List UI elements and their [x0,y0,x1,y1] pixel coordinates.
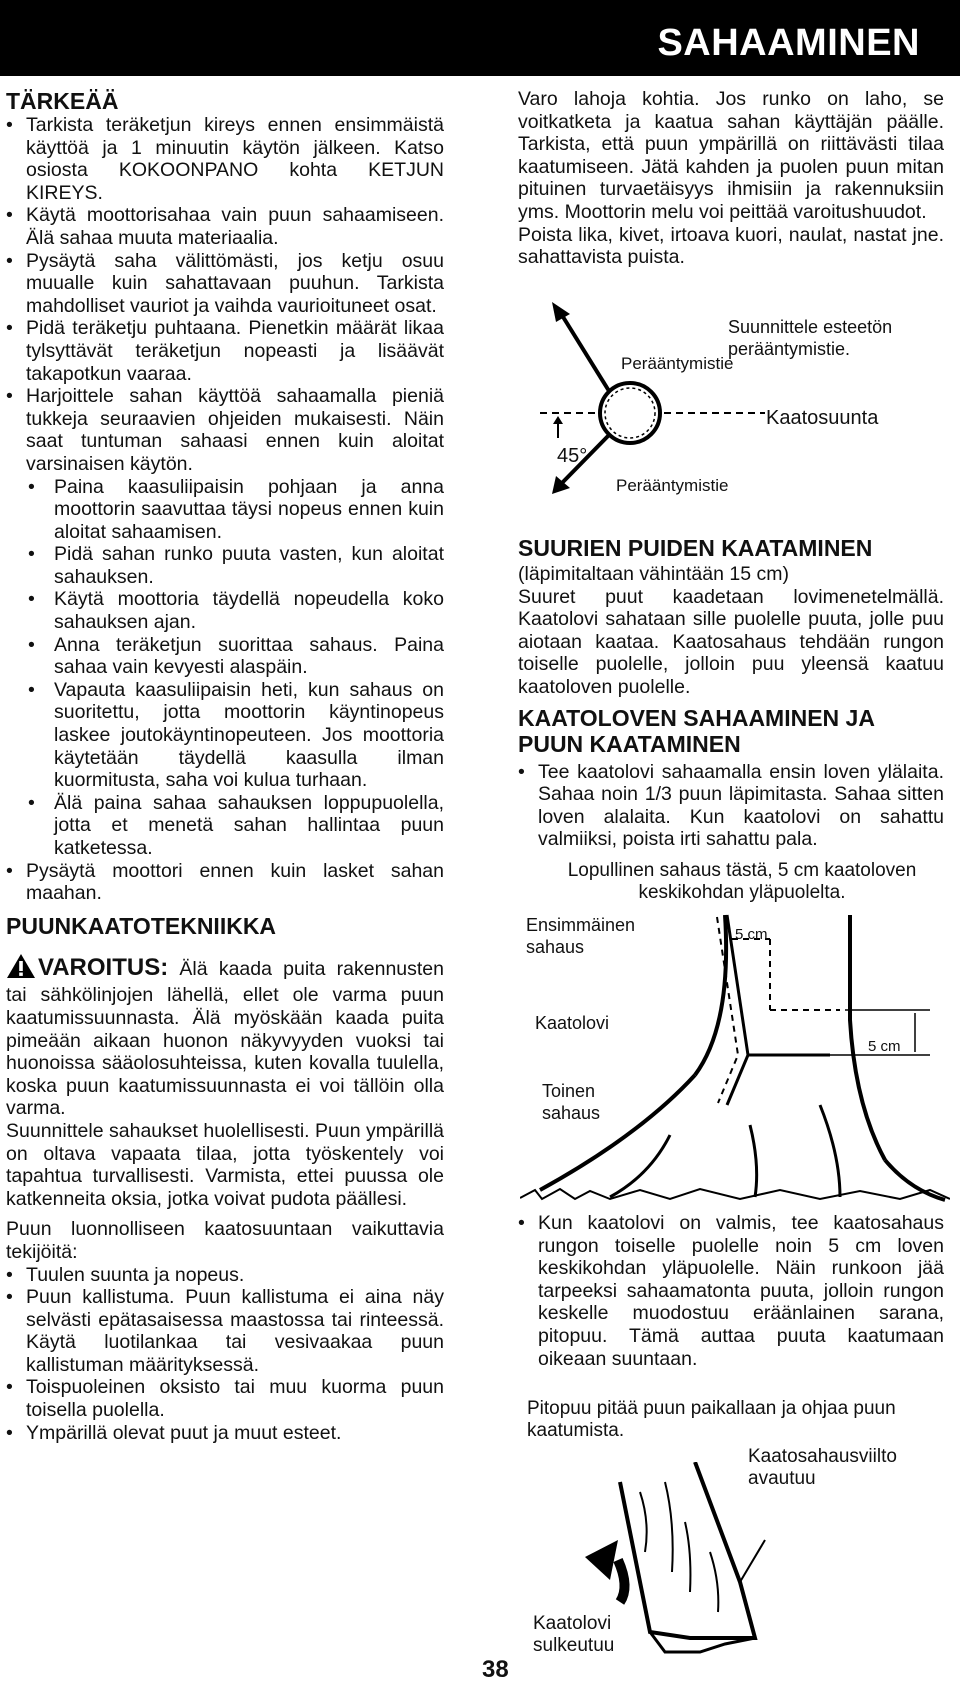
list-item: • Ympärillä olevat puut ja muut esteet. [6,1422,444,1445]
felling-section [518,1212,944,1370]
list-item: • Pysäytä saha välittömästi, jos ketju osuu muualle kuin sahattavaan puuhun. Tarkista mahdolliset vauriot ja vaihda vaurioituneet osat. [6,250,444,318]
root-line [610,1105,840,1197]
first-cut-label: Ensimmäinen sahaus [526,915,636,957]
right-column [518,88,944,269]
dimension-side-label: 5 cm [868,1038,901,1055]
list-item: • Toispuoleinen oksisto tai muu kuorma puun toisella puolella. [6,1376,444,1421]
important-list [6,114,444,476]
fall-arrow-icon [618,1560,625,1602]
retreat-label-bottom: Perääntymistie [616,476,729,495]
list-item: • Tarkista teräketjun kireys ennen ensimmäistä käyttöä ja 1 minuutin käytön jälkeen. Katso osiosta KOKOONPANO kohta KETJUN KIREYS. [6,114,444,204]
large-trees-paragraph: Suuret puut kaadetaan lovimenetelmällä. Kaatolovi sahataan sille puolelle puuta, jolle puu aiotaan kaataa. Kaatosahaus tehdään rungon toiselle puolelle, jolloin puu yleensä kaatuu kaatoloven puolelle. [518,585,944,698]
grass-line [520,1189,950,1199]
second-cut-label: Toinen sahaus [542,1081,601,1123]
bark-texture [640,1482,718,1612]
page-header [0,0,960,76]
list-item: • Tee kaatolovi sahaamalla ensin loven ylälaita. Sahaa noin 1/3 puun läpimitasta. Sahaa sitten loven alalaita. Kun kaatolovi on sahattu valmiiksi, poista irti sahattu pala. [518,761,944,851]
notch-label: Kaatolovi [535,1013,610,1033]
trunk-left-edge [695,915,726,1075]
list-item: • Älä paina sahaa sahauksen loppupuolella, jotta et menetä sahan hallintaa puun katketessa. [6,792,444,860]
page-number: 38 [482,1656,509,1683]
angle-label [557,445,587,467]
plan-retreat-label: Suunnittele esteetön perääntymistie. [728,317,893,359]
hinge-text: Pitopuu pitää puun paikallaan ja ohjaa puun kaatumista. [527,1398,896,1441]
left-column [6,88,444,1444]
fall-arrow-icon [585,1540,618,1580]
notch-list [518,761,944,851]
back-cut-label: Kaatosahausviilto avautuu [748,1446,897,1489]
retreat-arrow-top [560,312,609,391]
factors-list [6,1264,444,1445]
stop-list [6,860,444,905]
list-item: • Puun kallistuma. Puun kallistuma ei aina näy selvästi epätasaisessa maastossa tai rinteessä. Käytä luotilankaa tai vesivaakaa puun kallistuman määrityksessä. [6,1286,444,1376]
warning-label: VAROITUS: [38,953,169,981]
list-item: • Käytä moottorisahaa vain puun sahaamiseen. Älä sahaa muuta materiaalia. [6,204,444,249]
factors-intro: Puun luonnolliseen kaatosuuntaan vaikuttavia tekijöitä: [6,1218,444,1263]
list-item: • Pysäytä moottori ennen kuin lasket sahan maahan. [6,860,444,905]
right-column-lower [518,535,944,851]
large-trees-heading: SUURIEN PUIDEN KAATAMINEN [518,535,873,561]
important-heading: TÄRKEÄÄ [6,88,119,114]
retreat-label-top: Perääntymistie [621,354,734,373]
intro-paragraph: Varo lahoja kohtia. Jos runko on laho, se voitkatketa ja kaatua sahan käyttäjän päälle. Tarkista, että puun ympärillä on riittävästi tilaa kaatumiseen. Jätä kahden ja puolen puun mitan pituinen turvaetäisyys ihmisiin ja rakennuksiin yms. Moottorin melu voi peittää varoitushuudot. [518,88,944,223]
angle-value: 45 [557,445,580,467]
fall-direction-label: Kaatosuunta [766,407,879,429]
page-title: SAHAAMINEN [657,22,920,64]
list-item: • Pidä sahan runko puuta vasten, kun aloitat sahauksen. [6,543,444,588]
warning-triangle-icon [6,953,36,985]
practice-sub-list [6,476,444,860]
warning-paragraph [6,953,444,1120]
large-trees-subtitle: (läpimitaltaan vähintään 15 cm) [518,563,789,585]
intro-paragraph-2: Poista lika, kivet, irtoava kuori, naulat, nastat jne. sahattavista puista. [518,223,944,269]
list-item: • Paina kaasuliipaisin pohjaan ja anna moottorin saavuttaa täysi nopeus ennen kuin aloitat sahaamisen. [6,476,444,544]
notch-heading: KAATOLOVEN SAHAAMINEN JA PUUN KAATAMINEN [518,704,875,757]
arrowhead [553,416,563,424]
plan-paragraph: Suunnittele sahaukset huolellisesti. Puun ympärillä on oltava vapaata tilaa, jotta työskentely voi tapahtua turvallisesti. Varmista, ettei puussa ole katkenneita oksia, jotka voivat pudota päällesi. [6,1119,444,1210]
list-item: • Anna teräketjun suorittaa sahaus. Paina sahaa vain kevyesti alaspäin. [6,634,444,679]
degree-symbol: ° [579,445,588,467]
list-item: • Harjoittele sahan käyttöä sahaamalla pieniä tukkeja seuraavien ohjeiden mukaisesti. Näin saat tuntuman sahaasi ennen kuin aloitat varsinaisen käytön. [6,385,444,475]
arrowhead [552,302,570,322]
final-cut-label: Lopullinen sahaus tästä, 5 cm kaatoloven keskikohdan yläpuolelta. [567,860,917,903]
warning-text: Älä kaada puita rakennusten tai sähkölinjojen lähellä, ellet ole varma puun kaatumissuunnasta. Älä myöskään kaada puita pimeään aikaan huonon näkyvyyden vuoksi tai huonoissa sääolosuhteissa, kuten kovalla tuulella, koska puun kaatumissuunnasta ei voi tällöin olla varma. [6,957,444,1120]
notch-closes-label: Kaatolovi sulkeutuu [533,1613,615,1656]
tree-ring [605,388,655,438]
list-item: • Kun kaatolovi on valmis, tee kaatosahaus rungon toiselle puolelle noin 5 cm loven keskikohdan yläpuolelle. Näin runkoon jää tarpeeksi sahaamatonta puuta, jolloin rungon keskelle muodostuu eräänlainen sarana, pitopuu. Tämä auttaa puuta kaatumaan oikeaan suuntaan. [518,1212,944,1370]
tree-circle [600,383,660,443]
dimension-top-label: 5 cm [735,926,768,943]
list-item: • Vapauta kaasuliipaisin heti, kun sahaus on suoritettu, jotta moottorin käyntinopeus laskee joutokäyntinopeuteen. Jos moottoria käytetään täydellä kaasulla ilman kuormitusta, saha voi kulua turhaan. [6,679,444,792]
list-item: • Tuulen suunta ja nopeus. [6,1264,444,1287]
felling-list [518,1212,944,1370]
technique-heading: PUUNKAATOTEKNIIKKA [6,912,277,939]
pointer-line [740,1540,765,1582]
list-item: • Pidä teräketju puhtaana. Pienetkin määrät likaa tylsyttävät teräketjun nopeasti ja lisäävät takapotkun vaaraa. [6,317,444,385]
list-item: • Käytä moottoria täydellä nopeudella koko sahauksen ajan. [6,588,444,633]
trunk-outline [620,1462,755,1638]
